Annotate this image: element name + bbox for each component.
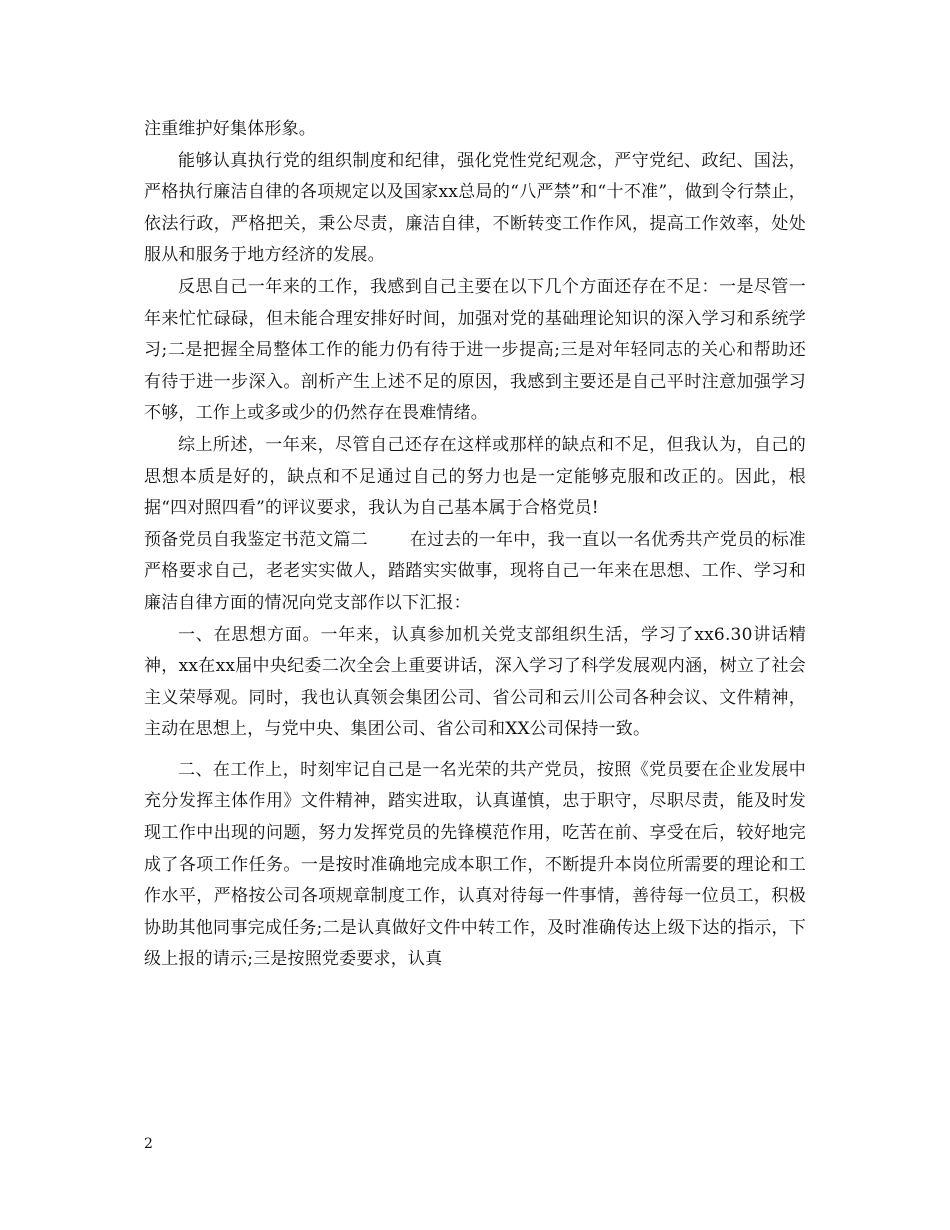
page-number: 2	[144, 1136, 153, 1152]
section-intro-text: 在过去的一年中，我一直以一名优秀共产党员的标准严格要求自己，老老实实做人，踏踏实实做事，现将自己一年来在思想、工作、学习和廉洁自律方面的情况向党支部作以下汇报：	[144, 529, 806, 613]
paragraph-summary: 综上所述，一年来，尽管自己还存在这样或那样的缺点和不足，但我认为，自己的思想本质是好的，缺点和不足通过自己的努力也是一定能够克服和改正的。因此，根据“四对照四看”的评议要求，我认为自己基本属于合格党员!	[144, 434, 806, 519]
document-body	[144, 114, 806, 976]
paragraph-shortcomings: 反思自己一年来的工作，我感到自己主要在以下几个方面还存在不足：一是尽管一年来忙忙碌碌，但未能合理安排好时间，加强对党的基础理论知识的深入学习和系统学习;二是把握全局整体工作的能力仍有待于进一步提高;三是对年轻同志的关心和帮助还有待于进一步深入。剖析产生上述不足的原因，我感到主要还是自己平时注意加强学习不够，工作上或多或少的仍然存在畏难情绪。	[144, 276, 806, 424]
paragraph-discipline: 能够认真执行党的组织制度和纪律，强化党性党纪观念，严守党纪、政纪、国法，严格执行廉洁自律的各项规定以及国家xx总局的“八严禁”和“十不准”，做到令行禁止，依法行政，严格把关，秉公尽责，廉洁自律，不断转变工作作风，提高工作效率，处处服从和服务于地方经济的发展。	[144, 150, 806, 266]
paragraph-continued: 注重维护好集体形象。	[144, 119, 316, 139]
paragraph-thought: 一、在思想方面。一年来，认真参加机关党支部组织生活，学习了xx6.30讲话精神，xx在xx届中央纪委二次全会上重要讲话，深入学习了科学发展观内涵，树立了社会主义荣辱观。同时，我也认真领会集团公司、省公司和云川公司各种会议、文件精神，主动在思想上，与党中央、集团公司、省公司和XX公司保持一致。	[144, 624, 806, 740]
paragraph-section-two	[144, 525, 806, 620]
paragraph-work: 二、在工作上，时刻牢记自己是一名光荣的共产党员，按照《党员要在企业发展中充分发挥主体作用》文件精神，踏实进取，认真谨慎，忠于职守，尽职尽责，能及时发现工作中出现的问题，努力发挥党员的先锋模范作用，吃苦在前、享受在后，较好地完成了各项工作任务。一是按时准确地完成本职工作，不断提升本岗位所需要的理论和工作水平，严格按公司各项规章制度工作，认真对待每一件事情，善待每一位员工，积极协助其他同事完成任务;二是认真做好文件中转工作，及时准确传达上级下达的指示，下级上报的请示;三是按照党委要求，认真	[144, 759, 806, 970]
section-heading: 预备党员自我鉴定书范文篇二	[144, 529, 368, 550]
